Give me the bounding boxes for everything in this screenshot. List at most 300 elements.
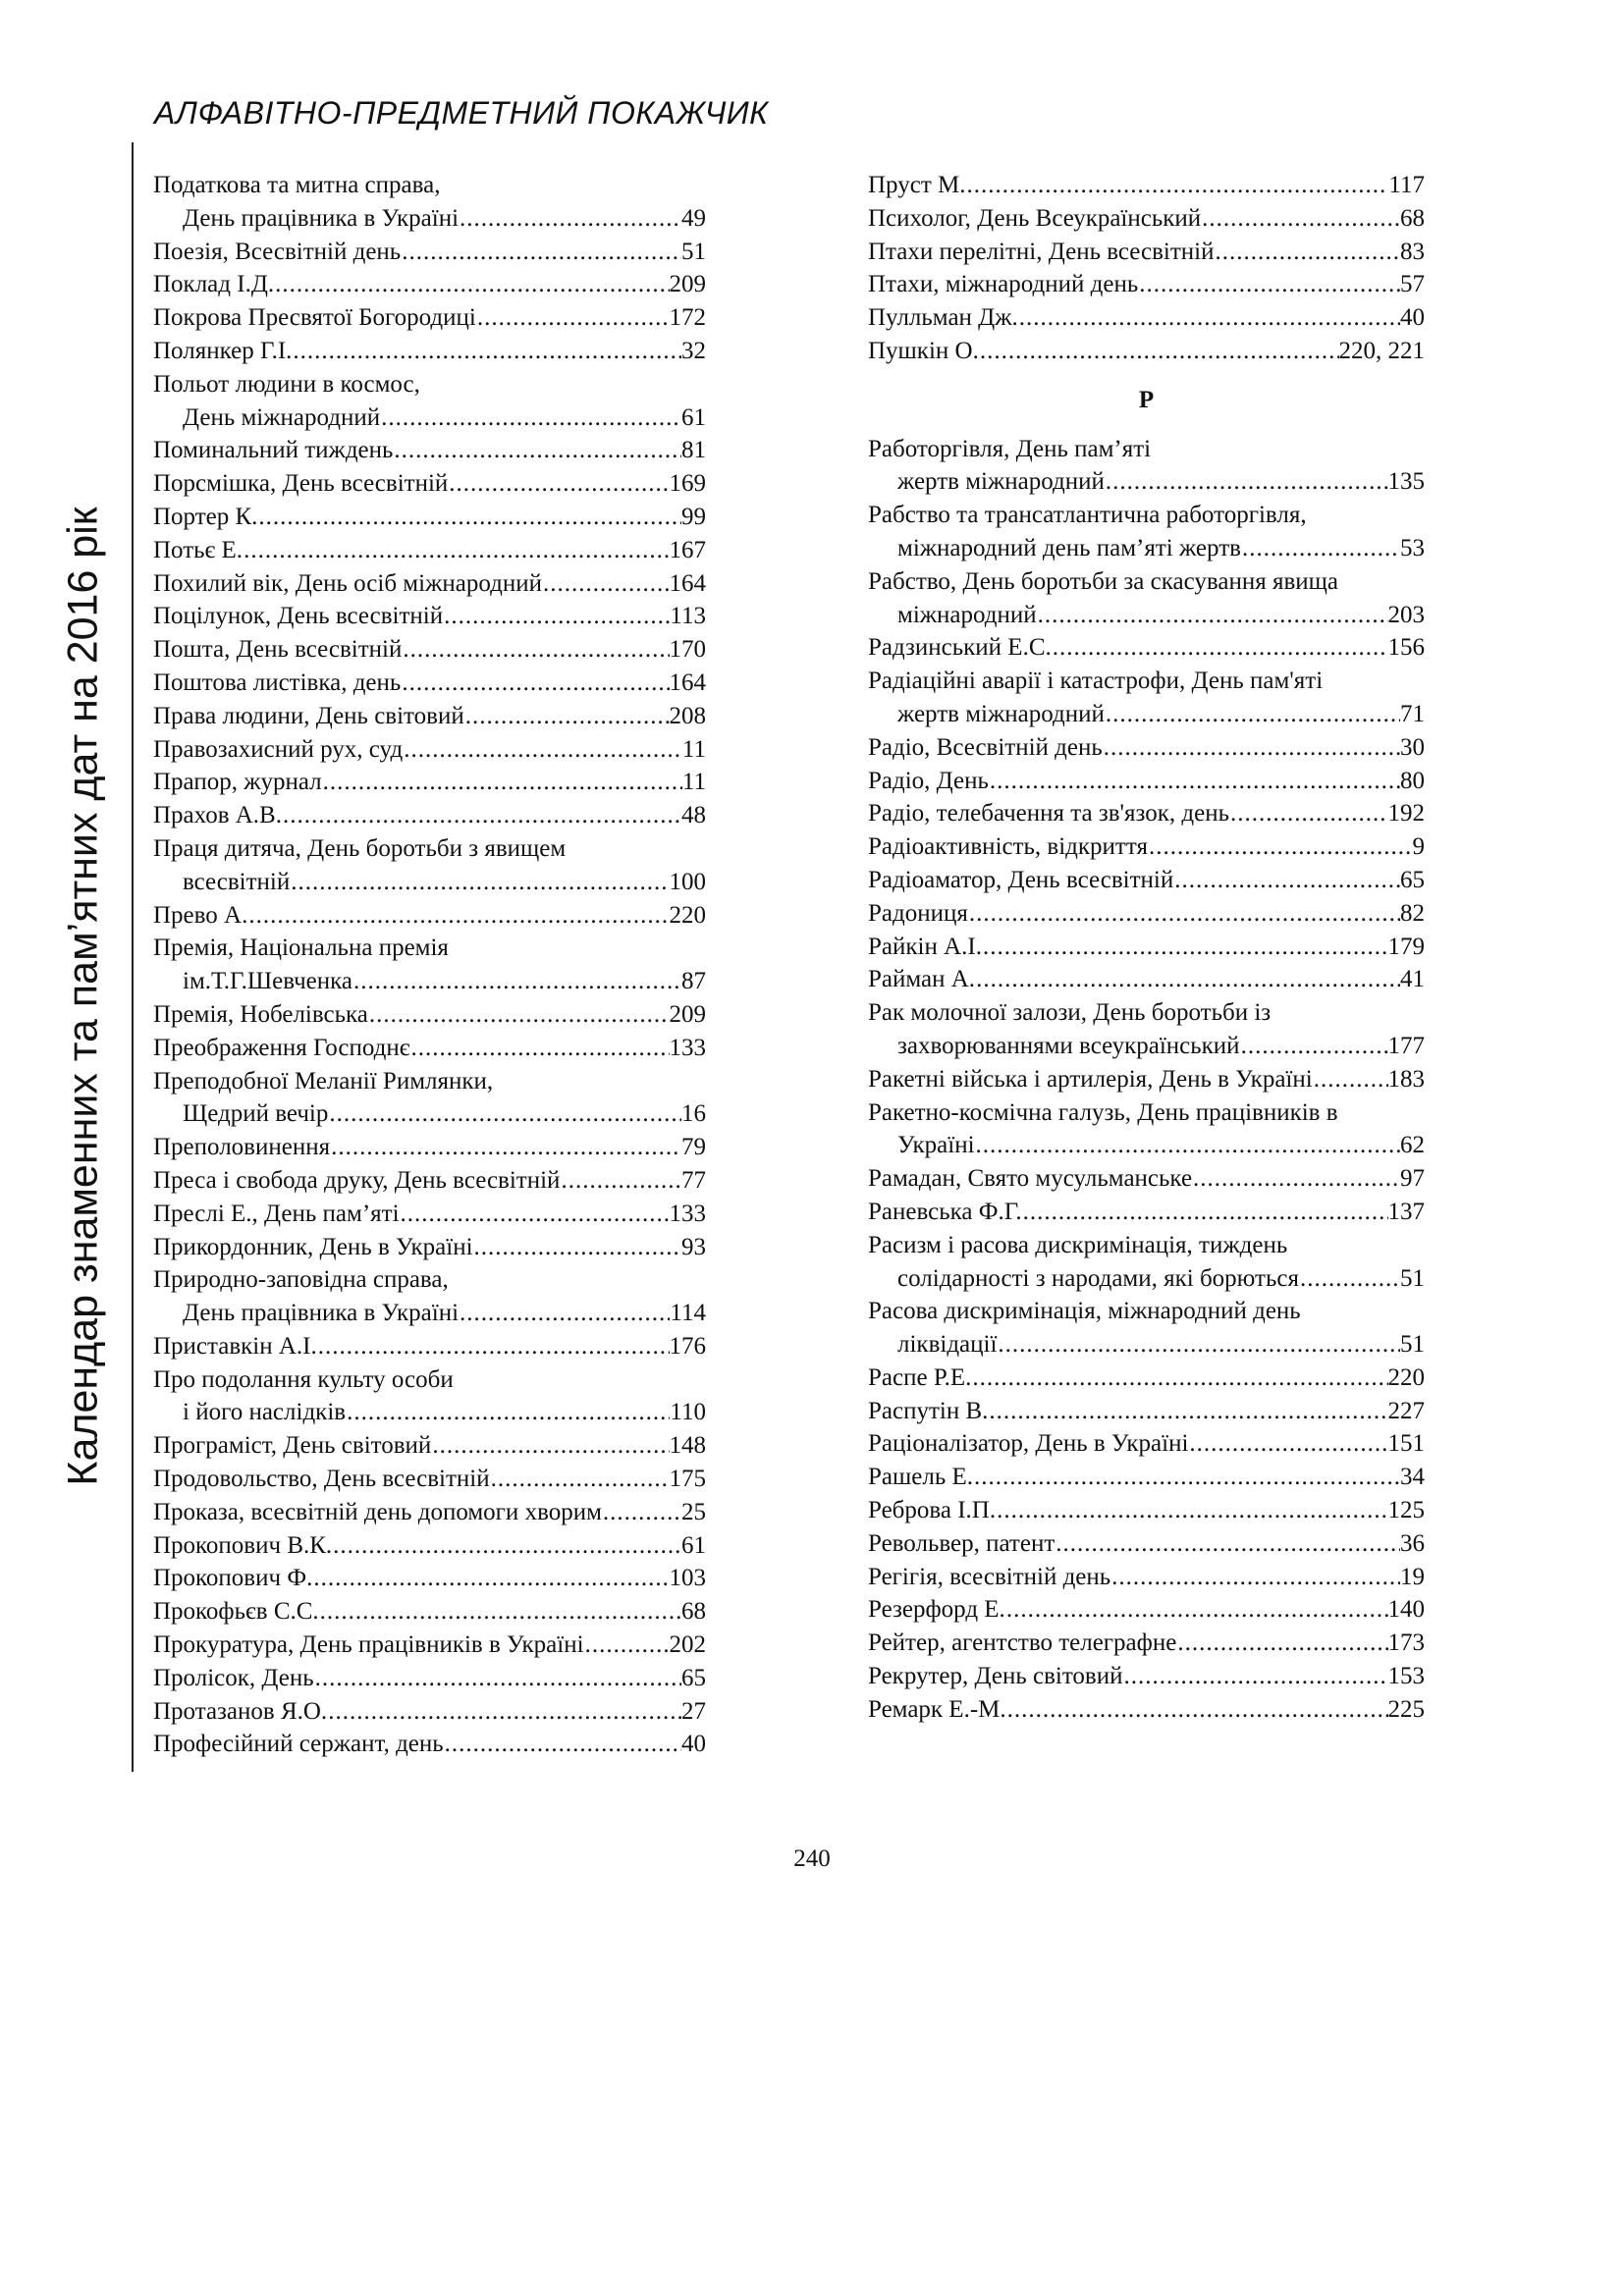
index-entry-page: 36 (1400, 1529, 1425, 1557)
index-entry (153, 1330, 706, 1363)
index-entry-page: 51 (1400, 1331, 1425, 1359)
dot-leader (975, 963, 1400, 996)
dot-leader (1123, 1660, 1388, 1693)
index-entry (153, 1429, 706, 1463)
dot-leader (975, 1129, 1400, 1162)
index-entry-text: Пошта, День всесвітній (153, 636, 403, 664)
index-entry-text: Портер К. (153, 503, 258, 530)
index-entry-page: 87 (681, 968, 706, 995)
index-entry-text: Поштова листівка, день (153, 668, 402, 696)
dot-leader (402, 633, 669, 667)
dot-leader (1103, 731, 1400, 765)
index-entry (153, 169, 706, 236)
index-entry-text: Реброва І.П. (868, 1497, 997, 1524)
dot-leader (409, 1032, 669, 1065)
index-entry-text: міжнародний (897, 601, 1037, 628)
index-entry (153, 236, 706, 269)
index-entry-text: Револьвер, патент (868, 1529, 1056, 1557)
index-entry-page: 172 (669, 304, 706, 332)
dot-leader (393, 434, 681, 467)
index-entry (153, 799, 706, 832)
index-entry-text: Радониця (868, 899, 968, 927)
index-entry (153, 1728, 706, 1761)
dot-leader (459, 1297, 670, 1330)
index-entry-page: 34 (1400, 1464, 1425, 1491)
dot-leader (400, 1198, 670, 1231)
index-entry-text: Распутін В. (868, 1397, 989, 1424)
index-entry (153, 1231, 706, 1264)
index-entry (868, 1063, 1425, 1096)
index-entry (153, 1131, 706, 1164)
dot-leader (979, 335, 1339, 368)
dot-leader (476, 301, 670, 335)
index-entry-text: Психолог, День Всеукраїнський (868, 204, 1202, 232)
dot-leader (1022, 1196, 1388, 1229)
index-entry-text: Ракетно-космічна галузь, День працівників в (868, 1098, 1338, 1126)
page-header: АЛФАВІТНО-ПРЕДМЕТНИЙ ПОКАЖЧИК (154, 95, 769, 131)
index-entry (153, 1198, 706, 1231)
index-entry (153, 1695, 706, 1729)
dot-leader (971, 1362, 1387, 1395)
index-entry (153, 1529, 706, 1563)
index-entry-page: 32 (681, 337, 706, 364)
index-entry-text: жертв міжнародний (897, 468, 1105, 496)
index-entry-text: Преса і свобода друку, День всесвітній (153, 1166, 561, 1194)
index-entry (153, 268, 706, 301)
index-entry (153, 1463, 706, 1496)
index-entry-text: Про подолання культу особи (153, 1365, 454, 1393)
index-entry-text: Радіоактивність, відкриття (868, 833, 1148, 861)
dot-leader (968, 897, 1400, 931)
index-entry-text: Пруст М. (868, 172, 966, 198)
dot-leader (1138, 268, 1400, 301)
index-entry-text: Професійний сержант, день (153, 1731, 444, 1758)
index-entry-text: Щедрий вечір (183, 1100, 329, 1128)
dot-leader (1173, 864, 1400, 897)
index-entry-text: Польот людини в космос, (153, 370, 420, 398)
index-entry-page: 177 (1387, 1032, 1425, 1059)
index-entry-page: 19 (1400, 1563, 1425, 1590)
dot-leader (1006, 1693, 1388, 1727)
index-entry-text: Рабство та трансатлантична работоргівля, (868, 502, 1307, 529)
index-entry-page: 183 (1387, 1065, 1425, 1093)
index-entry (868, 1162, 1425, 1196)
dot-leader (290, 866, 669, 899)
index-entry (868, 996, 1425, 1063)
index-entry-text: Потьє Е. (153, 536, 244, 563)
index-entry-page: 97 (1400, 1165, 1425, 1193)
index-entry-page: 133 (669, 1200, 706, 1227)
index-entry-text: День працівника в Україні (183, 204, 460, 232)
index-entry (153, 567, 706, 601)
index-entry (153, 998, 706, 1032)
index-entry (868, 1362, 1425, 1395)
index-entry-page: 61 (681, 1531, 706, 1559)
index-entry-text: Пушкін О. (868, 337, 979, 364)
dot-leader (317, 1330, 670, 1363)
dot-leader (988, 1395, 1387, 1428)
index-entry-page: 227 (1387, 1397, 1425, 1424)
index-entry-text: Податкова та митна справа, (153, 172, 441, 198)
index-entry-text: Преполовинення (153, 1134, 331, 1161)
dot-leader (1105, 465, 1388, 499)
dot-leader (473, 1231, 681, 1264)
dot-leader (1037, 599, 1388, 632)
dot-leader (965, 169, 1388, 202)
dot-leader (247, 899, 669, 933)
index-entry-text: Похилий вік, День осіб міжнародний (153, 569, 542, 597)
index-entry-text: Ремарк Е.-М. (868, 1695, 1006, 1723)
index-entry-text: Раціоналізатор, День в Україні (868, 1430, 1189, 1458)
index-entry-page: 110 (670, 1399, 706, 1426)
index-entry-page: 68 (1400, 204, 1425, 232)
dot-leader (1241, 532, 1400, 565)
index-entry-text: День міжнародний (183, 403, 381, 431)
index-entry-page: 170 (669, 636, 706, 664)
index-entry-page: 30 (1400, 733, 1425, 761)
dot-leader (401, 236, 681, 269)
index-entry-page: 57 (1400, 271, 1425, 298)
index-entry (153, 467, 706, 501)
dot-leader (1148, 830, 1413, 864)
index-entry-text: Премія, Нобелівська (153, 1000, 368, 1028)
index-entry-page: 11 (681, 769, 706, 796)
index-entry-page: 164 (669, 668, 706, 696)
index-entry-page: 51 (1400, 1264, 1425, 1292)
index-entry-page: 82 (1400, 899, 1425, 927)
index-entry (868, 202, 1425, 236)
dot-leader (1105, 698, 1400, 731)
index-entry-text: Порсмішка, День всесвітній (153, 470, 449, 498)
index-entry (868, 830, 1425, 864)
index-entry (153, 667, 706, 700)
index-entry-text: Програміст, День світовий (153, 1432, 432, 1460)
index-entry (153, 368, 706, 435)
index-entry (153, 633, 706, 667)
dot-leader (997, 1328, 1400, 1362)
index-entry-page: 93 (681, 1233, 706, 1260)
index-entry-page: 135 (1387, 468, 1425, 496)
index-entry-text: Права людини, День світовий (153, 702, 464, 729)
index-entry-page: 202 (669, 1631, 706, 1659)
index-entry-page: 11 (681, 735, 706, 763)
index-entry (868, 864, 1425, 897)
index-entry (868, 1196, 1425, 1229)
dot-leader (1005, 1593, 1388, 1627)
index-entry-page: 99 (681, 503, 706, 530)
dot-leader (602, 1496, 681, 1529)
dot-leader (401, 667, 669, 700)
index-entry (153, 1065, 706, 1132)
index-entry-text: День працівника в Україні (183, 1300, 460, 1327)
dot-leader (352, 965, 681, 998)
index-entry-page: 25 (681, 1498, 706, 1525)
dot-leader (257, 501, 681, 534)
index-entry (153, 1496, 706, 1529)
index-entry (153, 899, 706, 933)
index-entry (868, 1229, 1425, 1296)
dot-leader (380, 401, 681, 435)
index-entry-text: Поцілунок, День всесвітній (153, 603, 444, 630)
dot-leader (319, 1595, 681, 1629)
index-entry-text: Расова дискримінація, міжнародний день (868, 1298, 1301, 1325)
index-entry-text: Птахи, міжнародний день (868, 271, 1139, 298)
index-entry-page: 62 (1400, 1132, 1425, 1159)
index-entry-text: Полянкер Г.І. (153, 337, 293, 364)
index-entry-page: 117 (1388, 172, 1425, 198)
index-entry (153, 1032, 706, 1065)
index-entry-text: Приставкін А.І. (153, 1332, 317, 1360)
index-entry (153, 766, 706, 799)
index-entry-text: Радіо, Всесвітній день (868, 733, 1103, 761)
index-entry-page: 49 (681, 204, 706, 232)
index-entry-text: Поезія, Всесвітній день (153, 238, 402, 265)
page-number: 240 (793, 1845, 831, 1872)
dot-leader (282, 799, 681, 832)
dot-leader (330, 1131, 681, 1164)
index-entry-text: Прокуратура, День працівників в Україні (153, 1631, 584, 1659)
index-entry-text: всесвітній (183, 868, 291, 895)
index-entry (868, 1494, 1425, 1527)
index-entry-text: Праця дитяча, День боротьби з явищем (153, 834, 567, 862)
index-entry-text: Райман А. (868, 966, 976, 993)
index-entry-text: Рабство, День боротьби за скасування явища (868, 567, 1338, 595)
index-entry (868, 335, 1425, 368)
index-entry (868, 1627, 1425, 1660)
index-entry (868, 1593, 1425, 1627)
index-entry-page: 113 (670, 603, 706, 630)
dot-leader (542, 567, 670, 601)
index-entry-text: Радіо, День (868, 767, 989, 794)
dot-leader (328, 1097, 681, 1131)
dot-leader (327, 1695, 681, 1729)
index-entry-text: Прахов А.В. (153, 802, 282, 829)
dot-leader (1176, 1627, 1387, 1660)
index-entry-text: Поминальний тиждень (153, 437, 394, 464)
index-entry-text: Україні (897, 1132, 975, 1159)
dot-leader (403, 733, 682, 767)
dot-leader (1192, 1162, 1400, 1196)
index-entry-page: 175 (669, 1466, 706, 1493)
index-entry-page: 83 (1400, 238, 1425, 265)
dot-leader (1201, 202, 1400, 236)
dot-leader (996, 1494, 1387, 1527)
index-entry (868, 963, 1425, 996)
dot-leader (1313, 1063, 1388, 1096)
index-entry-text: Распе Р.Е. (868, 1363, 972, 1391)
index-entry-text: ліквідації (897, 1331, 998, 1359)
index-entry-text: Прокопович Ф. (153, 1565, 313, 1592)
dot-leader (312, 1562, 669, 1595)
index-entry (868, 897, 1425, 931)
index-entry-page: 220, 221 (1338, 337, 1425, 364)
index-entry-text: міжнародний день пам’яті жертв (897, 534, 1241, 561)
index-entry-text: Ракетні війська і артилерія, День в Україні (868, 1065, 1313, 1093)
index-entry-text: Прокофьєв С.С. (153, 1598, 319, 1626)
index-entry-text: Райкін А.І. (868, 933, 982, 960)
index-entry (868, 731, 1425, 765)
index-entry-page: 133 (669, 1034, 706, 1061)
dot-leader (490, 1463, 670, 1496)
dot-leader (1110, 1561, 1400, 1594)
letter-heading: Р (1138, 386, 1155, 413)
index-entry (153, 700, 706, 733)
index-entry-page: 114 (670, 1300, 706, 1327)
index-entry (868, 169, 1425, 202)
index-entry-page: 164 (669, 569, 706, 597)
index-entry-text: Резерфорд Е. (868, 1596, 1005, 1624)
index-group-r (868, 433, 1425, 1727)
index-entry-page: 151 (1387, 1430, 1425, 1458)
index-entry-text: Рак молочної залози, День боротьби із (868, 999, 1272, 1027)
index-entry-text: Радіоаматор, День всесвітній (868, 866, 1174, 893)
index-entry (868, 1295, 1425, 1362)
dot-leader (1240, 1030, 1388, 1063)
index-column-left (153, 169, 706, 1761)
dot-leader (444, 1728, 681, 1761)
sidebar-title (49, 432, 118, 1561)
index-entry (153, 1662, 706, 1695)
index-entry (153, 335, 706, 368)
index-entry-page: 225 (1387, 1695, 1425, 1723)
index-entry-page: 79 (681, 1134, 706, 1161)
index-entry-text: Работоргівля, День пам’яті (868, 435, 1152, 462)
index-entry-text: Поклад І.Д. (153, 271, 275, 298)
index-entry (153, 434, 706, 467)
dot-leader (243, 534, 669, 567)
index-entry-page: 40 (681, 1731, 706, 1758)
index-entry-page: 156 (1387, 634, 1425, 662)
index-entry-text: Пролісок, День (153, 1664, 314, 1691)
index-entry-text: захворюваннями всеукраїнський (897, 1032, 1240, 1059)
dot-leader (1299, 1262, 1400, 1296)
index-entry-text: солідарності з народами, які борються (897, 1264, 1299, 1292)
index-entry (868, 565, 1425, 632)
dot-leader (1055, 1527, 1400, 1561)
index-entry-text: Радіаційні аварії і катастрофи, День пам'яті (868, 667, 1324, 695)
dot-leader (346, 1396, 670, 1429)
index-entry-text: Прокопович В.К. (153, 1531, 333, 1559)
index-entry (868, 1461, 1425, 1494)
index-entry-page: 209 (669, 1000, 706, 1028)
index-entry-page: 65 (681, 1664, 706, 1691)
index-entry-page: 140 (1387, 1596, 1425, 1624)
index-entry-page: 9 (1412, 833, 1425, 861)
index-entry (153, 301, 706, 335)
index-entry-page: 169 (669, 470, 706, 498)
dot-leader (1188, 1427, 1387, 1461)
index-entry-text: Рекрутер, День світовий (868, 1663, 1123, 1690)
index-entry (868, 1096, 1425, 1163)
index-entry (153, 1164, 706, 1198)
dot-leader (292, 335, 681, 368)
index-entry-page: 27 (681, 1697, 706, 1725)
index-entry-text: Пулльман Дж. (868, 304, 1018, 332)
dot-leader (1229, 797, 1388, 830)
dot-leader (368, 998, 670, 1032)
index-entry-text: Радіо, телебачення та зв'язок, день (868, 800, 1229, 828)
index-entry (153, 1363, 706, 1430)
dot-leader (274, 268, 669, 301)
index-entry (153, 1595, 706, 1629)
dot-leader (314, 1662, 681, 1695)
index-entry-page: 179 (1387, 933, 1425, 960)
index-entry (153, 1629, 706, 1662)
index-entry-page: 61 (681, 403, 706, 431)
vertical-rule (132, 142, 134, 1772)
dot-leader (1215, 236, 1401, 269)
index-entry-page: 192 (1387, 800, 1425, 828)
index-entry-page: 80 (1400, 767, 1425, 794)
index-entry (868, 236, 1425, 269)
index-column-right (868, 169, 1425, 1727)
index-entry-text: Раневська Ф.Г. (868, 1198, 1022, 1225)
index-entry-page: 16 (681, 1100, 706, 1128)
index-entry (868, 1527, 1425, 1561)
index-entry-page: 220 (1387, 1363, 1425, 1391)
index-entry-page: 203 (1387, 601, 1425, 628)
index-entry-page: 209 (669, 271, 706, 298)
index-entry (868, 499, 1425, 565)
index-entry-page: 48 (681, 802, 706, 829)
index-entry (868, 797, 1425, 830)
index-entry (868, 1561, 1425, 1594)
index-entry-text: Прапор, журнал (153, 769, 322, 796)
index-entry-page: 77 (681, 1166, 706, 1194)
index-entry-text: Протазанов Я.О. (153, 1697, 328, 1725)
index-entry (153, 932, 706, 998)
index-entry-text: Рейтер, агентство телеграфне (868, 1629, 1177, 1657)
index-entry-page: 173 (1387, 1629, 1425, 1657)
dot-leader (332, 1529, 681, 1563)
dot-leader (982, 931, 1388, 964)
index-entry-page: 153 (1387, 1663, 1425, 1690)
index-entry-page: 103 (669, 1565, 706, 1592)
dot-leader (989, 765, 1400, 798)
index-entry (868, 1660, 1425, 1693)
index-entry-text: жертв міжнародний (897, 700, 1105, 727)
index-entry-page: 68 (681, 1598, 706, 1626)
dot-leader (560, 1164, 681, 1198)
index-entry (153, 534, 706, 567)
index-entry-page: 220 (669, 901, 706, 929)
index-entry (153, 1562, 706, 1595)
index-entry-page: 53 (1400, 534, 1425, 561)
index-entry-page: 176 (669, 1332, 706, 1360)
dot-leader (322, 766, 682, 799)
dot-leader (459, 202, 681, 236)
index-entry-text: Птахи перелітні, День всесвітній (868, 238, 1215, 265)
index-entry-page: 41 (1400, 966, 1425, 993)
dot-leader (1018, 301, 1400, 335)
index-entry-text: Прикордонник, День в Україні (153, 1233, 473, 1260)
dot-leader (464, 700, 670, 733)
index-entry (153, 733, 706, 767)
index-entry-text: Проказа, всесвітній день допомоги хворим (153, 1498, 602, 1525)
index-entry (868, 1395, 1425, 1428)
index-entry (868, 1427, 1425, 1461)
index-entry-text: Преображення Господнє (153, 1034, 410, 1061)
index-entry-page: 81 (681, 437, 706, 464)
dot-leader (1052, 631, 1388, 665)
index-entry-text: Регігія, всесвітній день (868, 1563, 1111, 1590)
index-entry (868, 301, 1425, 335)
index-entry-text: Рашель Е. (868, 1464, 973, 1491)
index-entry (868, 268, 1425, 301)
index-entry (153, 501, 706, 534)
index-entry-page: 167 (669, 536, 706, 563)
dot-leader (431, 1429, 669, 1463)
